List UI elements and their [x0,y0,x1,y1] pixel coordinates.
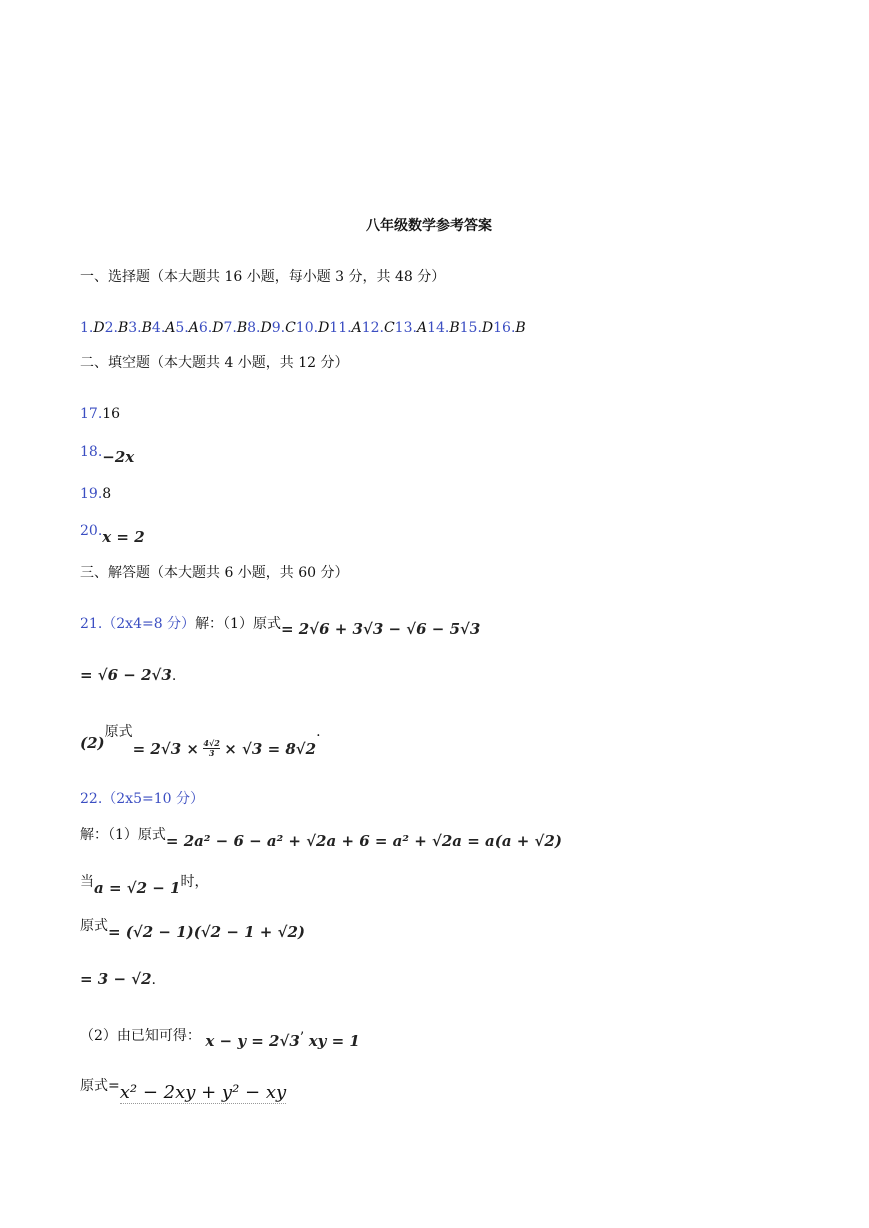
question-number: 18. [80,444,103,460]
original-expression-word: 原式= [80,1078,120,1094]
answer-value: x = 2 [102,528,145,546]
q22-line3 [80,916,305,941]
part-label: (2) [80,734,105,752]
choice-answer: B [449,320,460,336]
question-number: 19. [80,486,103,502]
choice-number: 3. [128,320,142,336]
fraction [203,739,219,758]
choice-number: 9. [271,320,286,336]
math-expression: xy = 1 [308,1032,360,1050]
choice-answer: B [117,320,129,336]
choice-answer: A [351,320,362,336]
choice-answer: A [165,320,176,336]
choice-number: 2. [104,320,118,336]
q22-line1 [80,825,562,850]
part2-text: （2）由已知可得： [80,1028,201,1044]
question-number: 20. [80,523,103,539]
choice-answer: D [481,320,494,336]
answer-value: −2x [102,448,135,466]
choice-answer: C [285,320,296,336]
choice-answer: B [515,320,526,336]
answer-17 [80,405,120,423]
q22-when-line [80,872,209,897]
answer-18 [80,442,135,466]
choice-answer: A [416,320,428,336]
choice-answer: B [141,320,152,336]
choice-number: 11. [329,320,352,336]
q21-line2: = √6 − 2√3. [80,666,177,684]
section1-heading: 一、选择题（本大题共 16 小题，每小题 3 分，共 48 分） [80,269,446,285]
question-number: 17. [80,406,103,422]
when-end: 时， [180,874,209,890]
choice-number: 15. [459,320,482,336]
choice-answer: C [383,320,395,336]
choice-number: 10. [295,320,319,336]
math-expression: = (√2 − 1)(√2 − 1 + √2) [108,923,305,941]
choice-number: 5. [175,320,189,336]
fraction-numerator: 4√2 [203,737,220,748]
choice-number: 14. [427,320,450,336]
math-expression: = 2a² − 6 − a² + √2a + 6 = a² + √2a = a(a + √2) [165,832,562,850]
q21-line1 [80,614,481,638]
math-expression: = 2√3 × [132,740,199,758]
choice-number: 16. [493,320,516,336]
answer-value: 16 [102,406,121,422]
fraction-denominator: 3 [208,747,215,758]
choice-answer: D [318,320,330,336]
choice-number: 4. [151,320,166,336]
q22-line4: = 3 − √2. [80,970,156,988]
answer-20 [80,521,145,546]
original-expression-word: 原式 [104,724,133,740]
choice-answers-line [80,319,526,337]
section3-heading: 三、解答题（本大题共 6 小题，共 60 分） [80,565,349,581]
q21-part2: (2)原式= 2√3 × $\frac{4√2}{3}$ × √3 = 8√2. [80,724,321,758]
math-expression: x − y = 2√3 [205,1032,300,1050]
page-title: 八年级数学参考答案 [366,218,492,234]
section2-heading: 二、填空题（本大题共 4 小题，共 12 分） [80,355,349,371]
choice-number: 13. [394,320,417,336]
solution-intro: 解：（1）原式 [195,616,281,632]
choice-number: 1. [80,320,94,336]
choice-answer: B [236,320,248,336]
solution-intro: 解：（1）原式 [80,827,166,843]
math-expression: = 2√6 + 3√3 − √6 − 5√3 [280,620,481,638]
math-expression: a = √2 − 1 [94,879,181,897]
answer-value: 8 [102,486,112,502]
question-number: 21.（2x4=8 分） [80,616,196,632]
choice-number: 7. [223,320,237,336]
q22-number: 22.（2x5=10 分） [80,791,204,807]
choice-number: 12. [361,320,384,336]
math-expression: = √6 − 2√3 [80,666,172,684]
original-expression-word: 原式 [80,918,108,934]
math-expression: = 3 − √2 [80,970,152,988]
choice-number: 6. [198,320,213,336]
choice-number: 8. [247,320,261,336]
when-word: 当 [80,874,94,890]
math-expression: × √3 = 8√2 [224,740,317,758]
q22-last-line [80,1076,287,1103]
answer-19 [80,485,111,503]
math-expression: x² − 2xy + y² − xy [119,1082,287,1103]
choice-answer: A [188,320,199,336]
choice-answer: D [212,320,224,336]
choice-answer: D [260,320,272,336]
choice-answer: D [93,320,105,336]
q22-part2: （2）由已知可得： x − y = 2√3’ xy = 1 [80,1028,360,1050]
